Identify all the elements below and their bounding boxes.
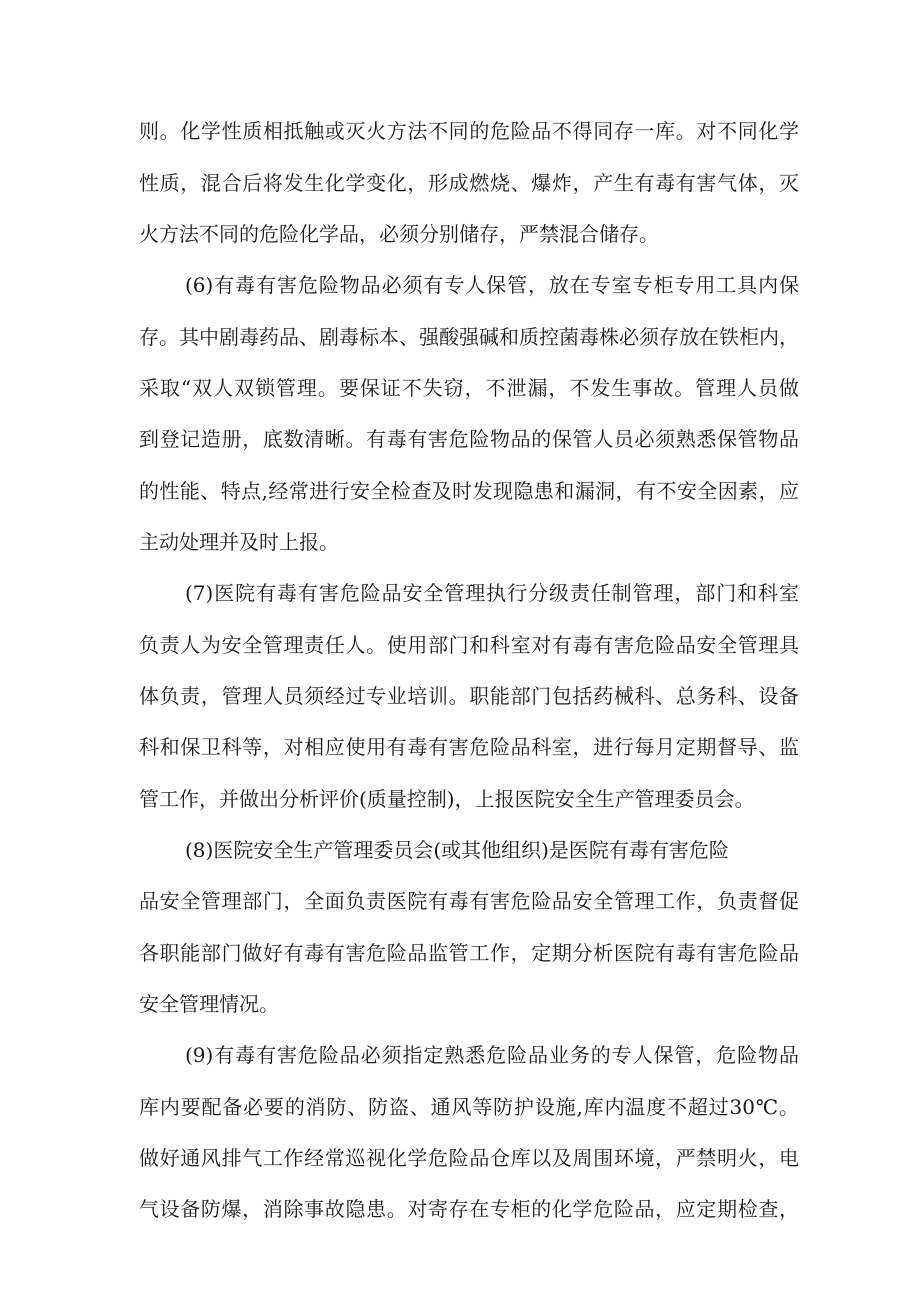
- paragraph-6-line-6: 主动处理并及时上报。: [139, 530, 339, 554]
- paragraph-6-line-1: (6)有毒有害危险物品必须有专人保管，放在专室专柜专用工具内保: [185, 273, 799, 297]
- paragraph-8-line-4: 安全管理情况。: [139, 992, 279, 1016]
- paragraph-9-line-4: 气设备防爆，消除事故隐患。对寄存在专柜的化学危险品，应定期检查，: [139, 1197, 799, 1221]
- paragraph-6-line-4: 到登记造册，底数清晰。有毒有害危险物品的保管人员必须熟悉保管物品: [139, 427, 799, 451]
- paragraph-9-line-3: 做好通风排气工作经常巡视化学危险品仓库以及周围环境，严禁明火，电: [139, 1146, 799, 1170]
- text-line-2: 性质，混合后将发生化学变化，形成燃烧、爆炸，产生有毒有害气体，灭: [139, 171, 799, 195]
- paragraph-8-line-2: 品安全管理部门，全面负责医院有毒有害危险品安全管理工作，负责督促: [139, 889, 799, 913]
- paragraph-9-line-1: (9)有毒有害危险品必须指定熟悉危险品业务的专人保管，危险物品: [185, 1043, 799, 1067]
- paragraph-7-line-2: 负责人为安全管理责任人。使用部门和科室对有毒有害危险品安全管理具: [139, 633, 799, 657]
- paragraph-8-line-1: (8)医院安全生产管理委员会(或其他组织)是医院有毒有害危险: [185, 838, 729, 862]
- paragraph-6-line-2: 存。其中剧毒药品、剧毒标本、强酸强碱和质控菌毒株必须存放在铁柜内，: [139, 325, 799, 349]
- paragraph-9-line-2: 库内要配备必要的消防、防盗、通风等防护设施,库内温度不超过30℃。: [139, 1095, 799, 1119]
- paragraph-7-line-5: 管工作，并做出分析评价(质量控制)，上报医院安全生产管理委员会。: [139, 787, 755, 811]
- paragraph-7-line-1: (7)医院有毒有害危险品安全管理执行分级责任制管理，部门和科室: [185, 581, 799, 605]
- paragraph-7-line-4: 科和保卫科等，对相应使用有毒有害危险品科室，进行每月定期督导、监: [139, 735, 799, 759]
- paragraph-7-line-3: 体负责，管理人员须经过专业培训。职能部门包括药械科、总务科、设备: [139, 684, 799, 708]
- text-line-3: 火方法不同的危险化学品，必须分别储存，严禁混合储存。: [139, 222, 659, 246]
- paragraph-6-line-3: 采取“双人双锁管理。要保证不失窃，不泄漏，不发生事故。管理人员做: [139, 376, 799, 400]
- paragraph-6-line-5: 的性能、特点,经常进行安全检查及时发现隐患和漏洞，有不安全因素，应: [139, 479, 799, 503]
- text-line-1: 则。化学性质相抵触或灭火方法不同的危险品不得同存一库。对不同化学: [139, 119, 799, 143]
- paragraph-8-line-3: 各职能部门做好有毒有害危险品监管工作，定期分析医院有毒有害危险品: [139, 941, 799, 965]
